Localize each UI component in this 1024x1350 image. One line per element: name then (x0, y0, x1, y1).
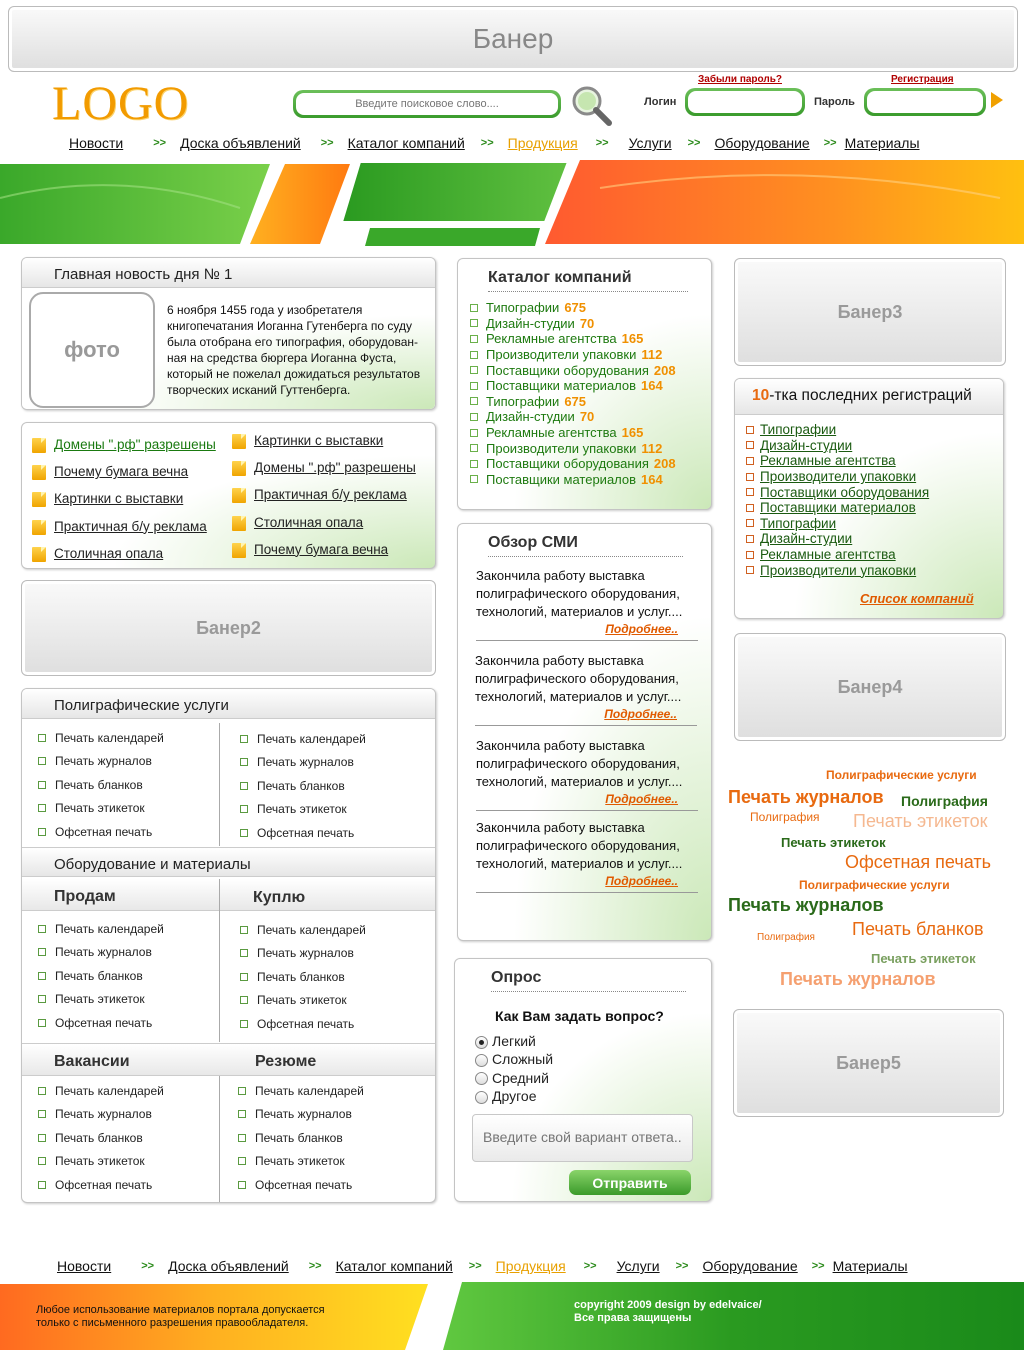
news-links-panel (21, 422, 436, 569)
list-item[interactable] (32, 485, 216, 512)
list-item[interactable]: Типографии (746, 422, 929, 438)
radio-icon[interactable] (475, 1072, 488, 1085)
top-banner[interactable]: Банер (8, 6, 1018, 72)
list-item[interactable]: Поставщики оборудования 208 (470, 456, 676, 472)
nav-separator: >> (687, 137, 701, 149)
nav-separator: >> (480, 137, 494, 149)
register-link[interactable]: Регистрация (891, 74, 954, 85)
password-input[interactable] (867, 91, 983, 113)
poll-option[interactable]: Легкий (475, 1032, 553, 1050)
list-item[interactable]: Печать журналов (240, 751, 366, 775)
list-item[interactable]: Офсетная печать (240, 1012, 366, 1036)
list-item[interactable]: Печать журналов (238, 1103, 364, 1127)
poly-left-list (38, 726, 164, 844)
login-submit-arrow-icon[interactable] (991, 92, 1003, 108)
news-text-line: была отобрана его типография, оборудован- (167, 335, 419, 349)
list-item[interactable]: Поставщики материалов 164 (470, 472, 676, 488)
nav-services[interactable]: Услуги (628, 135, 672, 151)
registrations-list (746, 422, 929, 578)
tag-link[interactable]: Полиграфические услуги (799, 878, 950, 892)
footer-copyright: copyright 2009 design by edelvaice/ Все права защищены (574, 1299, 762, 1324)
poll-panel (454, 958, 712, 1202)
banner-3[interactable]: Банер3 (734, 258, 1006, 366)
poly-services-title: Полиграфические услуги (22, 689, 435, 719)
smi-item: Закончила работу выставка полиграфического оборудования, технологий, материалов и услуг.... Подробнее.. (476, 737, 698, 811)
nav-separator: >> (811, 1260, 825, 1272)
smi-panel (457, 523, 712, 941)
link[interactable]: Практичная б/у реклама (254, 487, 407, 503)
resume-list (238, 1079, 364, 1197)
links-left-column (32, 431, 216, 567)
list-item[interactable]: Рекламные агентства (746, 547, 929, 563)
news-text-line: 6 ноября 1455 года у изобретателя (167, 303, 363, 317)
list-item[interactable]: Печать этикеток (238, 1150, 364, 1174)
footer (0, 1282, 1024, 1350)
tag-link[interactable]: Печать журналов (728, 895, 884, 915)
buy-heading: Куплю (253, 889, 306, 906)
nav-separator: >> (675, 1260, 689, 1272)
nav-separator: >> (141, 1260, 155, 1272)
list-item[interactable]: Печать календарей (240, 727, 366, 751)
sell-list (38, 917, 164, 1035)
radio-icon[interactable] (475, 1091, 488, 1104)
tag-link[interactable]: Печать этикеток (871, 951, 976, 966)
list-item[interactable]: Печать журналов (38, 1103, 164, 1127)
poll-option[interactable]: Другое (475, 1087, 553, 1105)
links-right-column (232, 427, 416, 563)
list-item[interactable]: Поставщики материалов 164 (470, 378, 676, 394)
list-item[interactable]: Типографии (746, 516, 929, 532)
poly-right-list (240, 727, 366, 845)
nav-products[interactable]: Продукция (495, 1258, 566, 1274)
list-item[interactable]: Печать календарей (38, 1079, 164, 1103)
list-item[interactable]: Дизайн-студии (746, 531, 929, 547)
login-label: Логин (644, 96, 677, 108)
list-item[interactable] (32, 513, 216, 540)
login-field[interactable] (685, 88, 805, 116)
document-icon (32, 438, 46, 453)
list-item[interactable]: Офсетная печать (38, 820, 164, 844)
more-link[interactable]: Подробнее.. (605, 622, 678, 636)
list-item[interactable]: Производители упаковки 112 (470, 347, 676, 363)
poll-option[interactable]: Сложный (475, 1050, 553, 1068)
sell-heading: Продам (54, 888, 116, 905)
tag-link[interactable]: Офсетная печать (845, 852, 991, 872)
list-item[interactable] (232, 536, 416, 563)
tag-link[interactable]: Печать этикеток (853, 811, 988, 831)
smi-title: Обзор СМИ (488, 534, 683, 557)
list-item[interactable]: Печать календарей (38, 726, 164, 750)
nav-materials[interactable]: Материалы (832, 1258, 908, 1274)
nav-board[interactable]: Доска объявлений (180, 135, 301, 151)
list-item[interactable] (232, 509, 416, 536)
list-item[interactable]: Печать бланков (38, 964, 164, 988)
list-item[interactable]: Печать журналов (240, 942, 366, 966)
tag-link[interactable]: Полиграфия (750, 810, 820, 824)
list-item[interactable]: Печать журналов (38, 750, 164, 774)
list-item[interactable]: Печать бланков (240, 774, 366, 798)
search-field[interactable] (293, 90, 561, 118)
link[interactable]: Домены ".рф" разрешены (54, 437, 216, 452)
tag-cloud (726, 760, 1016, 1000)
smi-item: Закончила работу выставка полиграфического оборудования, технологий, материалов и услуг.... Подробнее.. (475, 652, 697, 726)
services-panel (21, 688, 436, 1203)
nav-separator: >> (823, 137, 837, 149)
list-item[interactable]: Печать этикеток (38, 988, 164, 1012)
list-item[interactable]: Печать этикеток (240, 989, 366, 1013)
nav-separator: >> (320, 137, 334, 149)
logo[interactable]: LOGO (52, 77, 190, 130)
nav-separator: >> (153, 137, 167, 149)
list-item[interactable] (32, 540, 216, 567)
more-link[interactable]: Подробнее.. (604, 707, 677, 721)
footer-disclaimer: Любое использование материалов портала допускается только с письменного разрешения правообладателя. (36, 1304, 325, 1329)
tag-link[interactable]: Печать журналов (780, 969, 936, 989)
list-item[interactable]: Производители упаковки (746, 469, 929, 485)
nav-news[interactable]: Новости (69, 135, 124, 151)
nav-catalog[interactable]: Каталог компаний (335, 1258, 453, 1274)
buy-list (240, 918, 366, 1036)
catalog-list (470, 300, 676, 487)
password-field[interactable] (864, 88, 986, 116)
poll-answer-input[interactable] (483, 1129, 682, 1145)
registrations-title: 10-тка последних регистраций (735, 379, 1004, 415)
main-news-title: Главная новость дня № 1 (22, 258, 435, 288)
catalog-title: Каталог компаний (488, 269, 688, 292)
list-item[interactable]: Печать журналов (38, 941, 164, 965)
nav-board[interactable]: Доска объявлений (168, 1258, 289, 1274)
news-photo[interactable]: фото (29, 292, 155, 408)
list-item[interactable]: Офсетная печать (38, 1173, 164, 1197)
list-item[interactable] (232, 454, 416, 481)
forgot-password-link[interactable]: Забыли пароль? (698, 74, 782, 85)
document-icon (32, 547, 46, 562)
nav-separator: >> (595, 137, 609, 149)
poll-submit-button[interactable]: Отправить (569, 1170, 691, 1195)
link[interactable]: Картинки с выставки (54, 491, 184, 507)
link[interactable]: Картинки с выставки (254, 433, 384, 448)
link[interactable]: Почему бумага вечна (254, 541, 389, 557)
nav-separator: >> (308, 1260, 322, 1272)
list-item[interactable]: Офсетная печать (238, 1173, 364, 1197)
nav-catalog[interactable]: Каталог компаний (347, 135, 465, 151)
list-item[interactable]: Печать этикеток (38, 1150, 164, 1174)
news-text-line: ная на средства бюргера Иоганна Фуста, (167, 351, 397, 365)
banner-4[interactable]: Банер4 (734, 633, 1006, 741)
bottom-nav (57, 1258, 908, 1274)
search-input[interactable] (296, 93, 558, 115)
document-icon (32, 465, 46, 480)
list-item[interactable]: Типографии 675 (470, 300, 676, 316)
link[interactable]: Столичная опала (254, 514, 364, 530)
list-item[interactable]: Дизайн-студии 70 (470, 316, 676, 332)
smi-item: Закончила работу выставка полиграфического оборудования, технологий, материалов и услуг.... Подробнее.. (476, 567, 698, 641)
list-item[interactable] (232, 427, 416, 454)
poll-answer-field[interactable] (472, 1114, 693, 1162)
link[interactable]: Почему бумага вечна (54, 464, 189, 480)
banner-5[interactable]: Банер5 (733, 1009, 1004, 1117)
list-item[interactable]: Печать бланков (238, 1126, 364, 1150)
link[interactable]: Столичная опала (54, 545, 164, 561)
tag-link[interactable]: Полиграфические услуги (826, 768, 977, 782)
tag-link[interactable]: Печать бланков (852, 919, 984, 939)
catalog-panel (457, 258, 712, 510)
list-item[interactable]: Типографии 675 (470, 394, 676, 410)
list-item[interactable]: Печать этикеток (38, 797, 164, 821)
nav-separator: >> (468, 1260, 482, 1272)
list-item[interactable]: Печать календарей (38, 917, 164, 941)
list-item[interactable]: Производители упаковки (746, 562, 929, 578)
smi-item: Закончила работу выставка полиграфического оборудования, технологий, материалов и услуг.... Подробнее.. (476, 819, 698, 893)
nav-news[interactable]: Новости (57, 1258, 112, 1274)
list-item[interactable]: Печать календарей (238, 1079, 364, 1103)
radio-icon[interactable] (475, 1054, 488, 1067)
radio-checked-icon[interactable] (475, 1036, 488, 1049)
list-item[interactable]: Производители упаковки 112 (470, 440, 676, 456)
list-item[interactable] (232, 481, 416, 508)
password-label: Пароль (814, 96, 855, 108)
list-item[interactable]: Рекламные агентства 165 (470, 425, 676, 441)
document-icon (232, 543, 246, 558)
poll-options (475, 1032, 553, 1105)
list-item[interactable]: Офсетная печать (240, 821, 366, 845)
list-item[interactable]: Печать бланков (240, 965, 366, 989)
news-text-line: творческих исканий Гуттенберга. (167, 383, 351, 397)
main-news-panel (21, 257, 436, 410)
list-item[interactable]: Дизайн-студии (746, 438, 929, 454)
list-item[interactable]: Поставщики материалов (746, 500, 929, 516)
tag-link[interactable]: Полиграфия (901, 793, 988, 809)
poll-question: Как Вам задать вопрос? (495, 1008, 664, 1024)
registrations-panel (734, 378, 1004, 619)
search-icon[interactable] (568, 82, 614, 128)
nav-equipment[interactable]: Оборудование (702, 1258, 798, 1274)
more-link[interactable]: Подробнее.. (605, 874, 678, 888)
tag-link[interactable]: Печать журналов (728, 787, 884, 807)
more-link[interactable]: Подробнее.. (605, 792, 678, 806)
vacancies-heading: Вакансии (54, 1053, 130, 1070)
document-icon (232, 434, 246, 449)
document-icon (232, 461, 246, 476)
document-icon (32, 492, 46, 507)
list-item[interactable]: Печать бланков (38, 1126, 164, 1150)
nav-products[interactable]: Продукция (507, 135, 578, 151)
company-list-link[interactable]: Список компаний (860, 591, 974, 606)
poll-title: Опрос (491, 969, 686, 992)
document-icon (232, 516, 246, 531)
list-item[interactable]: Печать этикеток (240, 798, 366, 822)
list-item[interactable]: Рекламные агентства 165 (470, 331, 676, 347)
hero-graphic (0, 158, 1024, 246)
equipment-title: Оборудование и материалы (22, 847, 436, 877)
list-item[interactable]: Дизайн-студии 70 (470, 409, 676, 425)
news-text-line: который не пожелал дожидаться результатов (167, 367, 421, 381)
link[interactable]: Практичная б/у реклама (54, 518, 207, 534)
document-icon (232, 488, 246, 503)
poll-option[interactable]: Средний (475, 1069, 553, 1087)
list-item[interactable] (32, 458, 216, 485)
list-item[interactable]: Печать календарей (240, 918, 366, 942)
nav-services[interactable]: Услуги (616, 1258, 660, 1274)
banner-2[interactable]: Банер2 (21, 580, 436, 676)
news-text (167, 302, 420, 398)
tag-link[interactable]: Печать этикеток (781, 835, 886, 850)
list-item[interactable]: Поставщики оборудования 208 (470, 362, 676, 378)
news-text-line: книгопечатания Иоганна Гутенберга по суду (167, 319, 413, 333)
vacancies-list (38, 1079, 164, 1197)
top-nav (69, 135, 920, 151)
nav-equipment[interactable]: Оборудование (714, 135, 810, 151)
link[interactable]: Домены ".рф" разрешены (254, 460, 416, 476)
nav-separator: >> (583, 1260, 597, 1272)
list-item[interactable]: Офсетная печать (38, 1011, 164, 1035)
resume-heading: Резюме (255, 1053, 317, 1070)
list-item[interactable]: Рекламные агентства (746, 453, 929, 469)
document-icon (32, 520, 46, 535)
nav-materials[interactable]: Материалы (844, 135, 920, 151)
list-item[interactable]: Печать бланков (38, 773, 164, 797)
tag-link[interactable]: Полиграфия (757, 932, 815, 943)
login-input[interactable] (688, 91, 802, 113)
list-item[interactable]: Поставщики оборудования (746, 484, 929, 500)
list-item[interactable] (32, 431, 216, 458)
